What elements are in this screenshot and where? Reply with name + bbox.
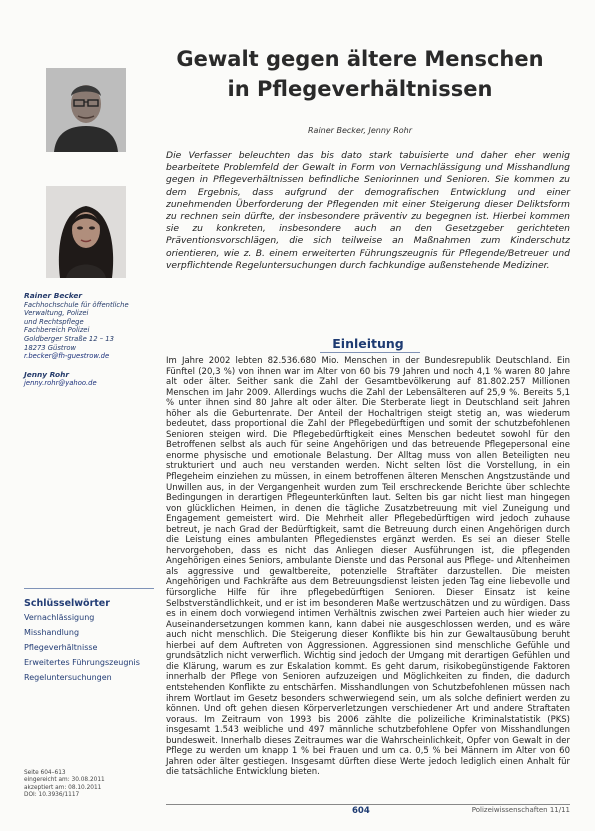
keywords-box: [24, 596, 159, 688]
page-footer: [166, 804, 570, 816]
page-number: 604: [352, 806, 370, 816]
section-heading: Einleitung: [332, 336, 404, 351]
author-byline: Rainer Becker, Jenny Rohr: [307, 126, 413, 135]
keyword-item: Erweitertes Führungszeugnis: [24, 658, 140, 667]
author-2-email-link[interactable]: jenny.rohr@yahoo.de: [24, 379, 97, 388]
keyword-item: Misshandlung: [24, 628, 80, 637]
meta-received: eingereicht am: 30.08.2011: [24, 777, 105, 784]
article-title: [160, 44, 560, 104]
abstract: Die Verfasser beleuchten das bis dato stark tabuisierte und daher eher wenig bearbeitete Problemfeld der Gewalt in Form von Vernachlässigung und Misshandlung gegen in Pflegeverhältnissen befindliche Seniorinnen und Senioren. Sie kommen zu dem Ergebnis, dass aufgrund der demografischen Entwicklung und einer zunehmenden Überforderung der Pflegenden mit einer Steigerung dieser Deliktsform zu rechnen sein dürfte, der insbesondere präventiv zu begegnen ist. Hierbei kommen sie zu konkreten, insbesondere auch an den Gesetzgeber gerichteten Präventionsvorschlägen, die sich teilweise an Maßnahmen zum Kinderschutz orientieren, wie z. B. einem erweiterten Führungszeugnis für Pflegende/Betreuer und verpflichtende Regeluntersuchungen durch fachkundige außenstehende Mediziner.: [166, 150, 570, 271]
keyword-item: Vernachlässigung: [24, 613, 95, 622]
author-1-city: 18273 Güstrow: [24, 343, 77, 352]
author-photo-jenny-rohr: [46, 186, 126, 278]
author-info: [24, 292, 154, 388]
author-photo-rainer-becker: [46, 68, 126, 152]
keyword-item: Regeluntersuchungen: [24, 673, 112, 682]
body-text: Im Jahre 2002 lebten 82.536.680 Mio. Menschen in der Bundesrepublik Deutschland. Ein Fünftel (20,3 %) von ihnen war im Alter von 60 bis 79 Jahren und noch 4,1 % waren 80 Jahre alt oder älter. Seither sank die Zahl der Gesamtbevölkerung auf 81.802.257 Millionen Menschen im Jahr 2009. Allerdings wuchs die Zahl der Lebensälteren auf 25,9 %. Bereits 5,1 % unter ihnen sind 80 Jahre alt oder älter. Die Sterberate liegt in Deutschland seit Jahren höher als die Geburtenrate. Der Anteil der Hochaltrigen steigt stetig an, was wiederum bedeutet, dass proportional die Zahl der Pflegebedürftigen und somit der schutzbefohlenen Senioren steigen wird. Die Pflegebedürftigkeit eines Menschen bedeutet sowohl für den Betroffenen selbst als auch für seine Angehörigen und das betreuende Pflegepersonal eine enorme physische und emotionale Belastung. Der Alltag muss von allen Beteiligten neu strukturiert und auch neu verstanden werden. Nicht selten löst die Vorstellung, in ein Pflegeheim einziehen zu müssen, in einem betroffenen älteren Menschen Angstzustände und Unwillen aus, in der Vergangenheit wurden zum Teil erschreckende Berichte über schlechte Bedingungen in derartigen Pflegeunterkünften laut. Selten bis gar nicht liest man hingegen von glücklichen Heimen, in denen die tägliche Zusatzbetreuung mit viel Zuneigung und Engagement gemeistert wird. Die Mehrheit aller Pflegebedürftigen wird jedoch zuhause betreut, je nach Grad der Bedürftigkeit, samt die Betreuung durch einen Angehörigen durch die Leistung eines ambulanten Pflegedienstes ergänzt werden. Es sei an dieser Stelle hervorgehoben, dass es nicht das Anliegen dieser Ausführungen ist, die pflegenden Angehörigen eines Seniors, ambulante Dienste und das Personal aus Pflege- und Altenheimen als aggressive und gewaltbereite, potenzielle Straftäter darzustellen. Die meisten Angehörigen und Fachkräfte aus dem Betreuungsdienst leisten jeden Tag eine liebevolle und fürsorgliche Hilfe für ihre pflegebedürftigen Senioren. Dieser Einsatz ist keine Selbstverständlichkeit, und er ist im besonderen Maße wertzuschätzen und zu würdigen. Dass es in einem doch vorwiegend intimen Verhältnis zwischen zwei Parteien auch hier wieder zu Auseinandersetzungen kommen kann, kann dabei nie ausgeschlossen werden, und es wäre auch nicht menschlich. Die Steigerung dieser Konflikte bis hin zur Gewaltausübung beruht hierbei auf dem Auftreten von Aggressionen. Aggressionen sind menschliche Gefühle und grundsätzlich nicht verwerflich. Wichtig sind jedoch der Umgang mit derartigen Gefühlen und die Klärung, warum es zur Eskalation kommt. Es geht darum, risikobegünstigende Faktoren innerhalb der Pflege von Senioren aufzuzeigen und Möglichkeiten zu finden, die dadurch entstehenden Konflikte zu entschärfen. Misshandlungen von Schutzbefohlenen müssen nach ihrem Wortlaut im Gesetz besonders schwerwiegend sein, um als solche definiert werden zu können. Und oft gehen diesen Körperverletzungen verschiedener Art und andere Straftaten voraus. Im Zeitraum von 1993 bis 2006 zählte die polizeiliche Kriminalstatistik (PKS) insgesamt 1.543 weibliche und 497 männliche schutzbefohlene Opfer von Misshandlungen bundesweit. Innerhalb dieses Zeitraumes war die Wahrscheinlichkeit, Opfer von Gewalt in der Pflege zu werden um knapp 1 % bei Frauen und um ca. 0,5 % bei Männern im Alter von 60 Jahren oder älter gestiegen. Insgesamt dürften diese Werte jedoch lediglich einen Anhalt für die tatsächliche Entwicklung bieten.: [166, 356, 570, 778]
author-1-name: Rainer Becker: [24, 291, 83, 300]
keyword-item: Pflegeverhältnisse: [24, 643, 98, 652]
keywords-heading: Schlüsselwörter: [24, 598, 110, 609]
author-1-affiliation-line-1: Fachhochschule für öffentliche: [24, 300, 129, 309]
article-meta: [24, 770, 154, 800]
meta-doi: DOI: 10.3936/1117: [24, 792, 80, 799]
author-1-affiliation-line-2: Verwaltung, Polizei: [24, 309, 89, 318]
meta-pages: Seite 604–613: [24, 770, 66, 776]
title-line-2: in Pflegeverhältnissen: [227, 77, 493, 101]
author-1-street: Goldberger Straße 12 – 13: [24, 334, 114, 343]
author-1-affiliation-line-3: und Rechtspflege: [24, 317, 84, 326]
author-2-name: Jenny Rohr: [24, 369, 69, 379]
journal-name: Polizeiwissenschaften 11/11: [471, 806, 570, 814]
section-heading-underline: [320, 352, 420, 353]
title-line-1: Gewalt gegen ältere Menschen: [176, 47, 544, 71]
meta-accepted: akzeptiert am: 08.10.2011: [24, 784, 102, 791]
author-1-email-link[interactable]: r.becker@fh-guestrow.de: [24, 352, 110, 361]
footer-rule: [166, 804, 570, 805]
keywords-divider: [24, 588, 154, 589]
author-1-affiliation-line-4: Fachbereich Polizei: [24, 326, 90, 335]
